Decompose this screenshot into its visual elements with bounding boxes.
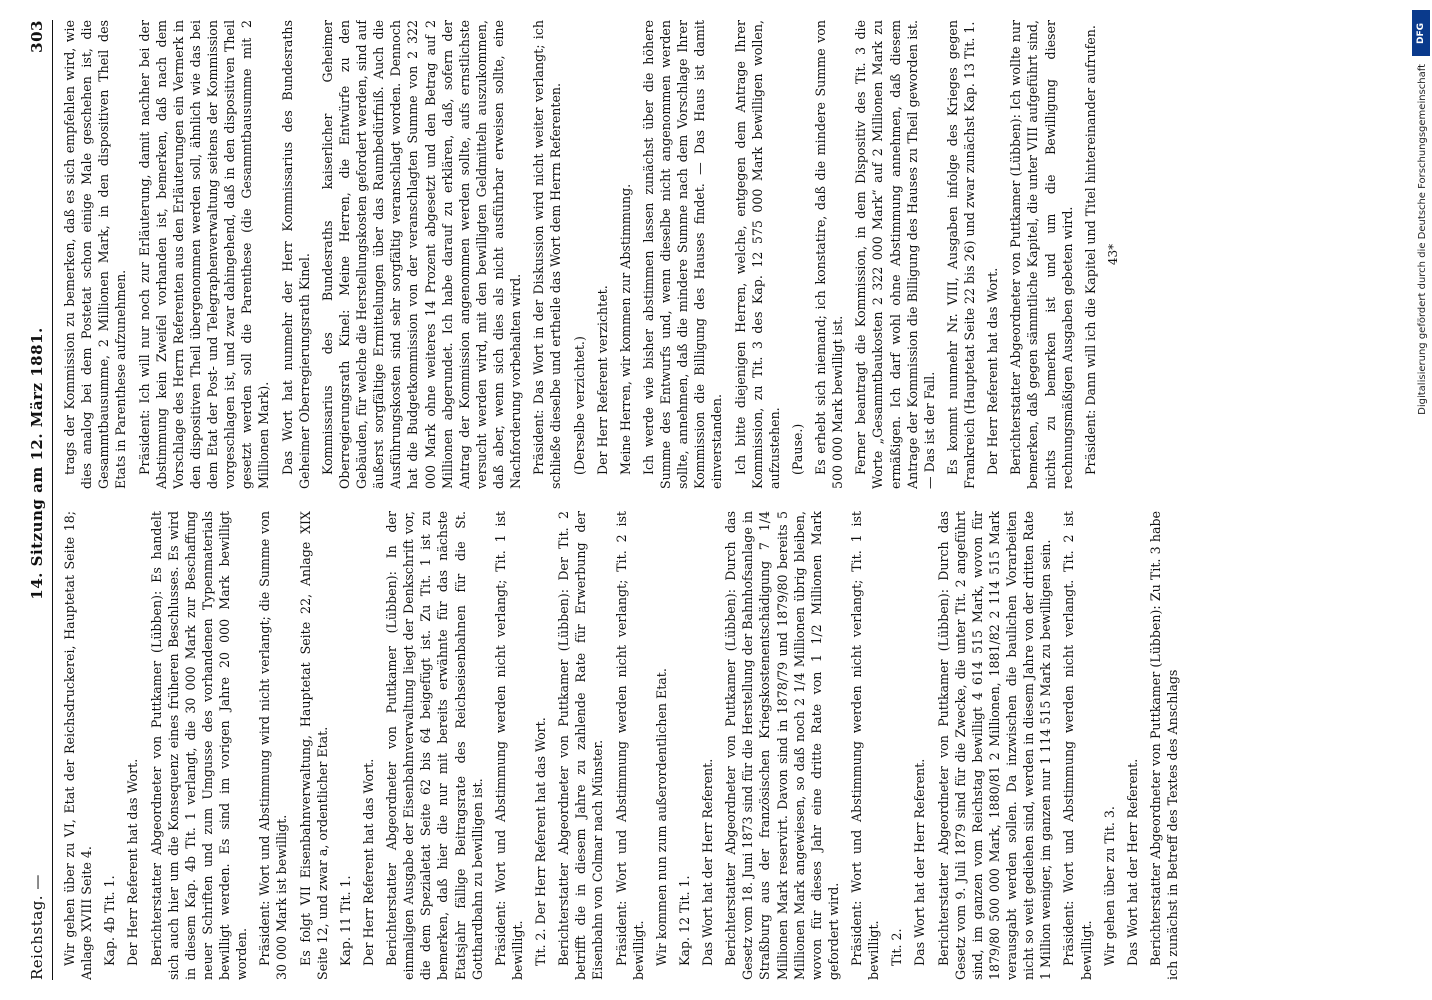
paragraph: Tit. 2. Der Herr Referent hat das Wort. [533, 717, 548, 966]
paragraph: Berichterstatter Abgeordneter von Puttkamer (Lübben): Durch das Gesetz vom 9. Juli 1879 sind für die Zwecke, die unter Tit. 2 angeführt sind, im ganzen vom Reichstag bewilligt 4 614 515 Mark, wovon für 1879/80 500 000 Mark, 1880/81 2 Millionen, 1881/82 2 114 515 Mark verausgabt werden sollen. Da inzwischen die baulichen Vorarbeiten nicht so weit gediehen sind, werden in diesem Jahre von der dritten Rate 1 Million weniger, im ganzen nur 1 114 515 Mark zu bewilligen sein. [935, 511, 1054, 980]
paragraph: Wir gehen über zu VI, Etat der Reichsdruckerei, Hauptetat Seite 18; Anlage XVIII Seite 4. [62, 511, 95, 980]
paragraph: Berichterstatter Abgeordneter von Puttkamer (Lübben): Der Tit. 2 betrifft die in diesem Jahre zu zahlende Rate für Erwerbung der Eisenbahn von Colmar nach Münster. [556, 511, 606, 980]
paragraph: Berichterstatter Abgeordneter von Puttkamer (Lübben): In der einmaligen Ausgabe der Eisenbahnverwaltung liegt der Denkschrift vor, die dem Spezialetat Seite 62 bis 64 beigefügt ist. Zu Tit. 1 ist zu bemerken, daß hier die nur mit bereits erwähnte für das nächste Etatsjahr fällige Beitragsrate des Reichseisenbahnen für die St. Gotthardbahn zu bewilligen ist. [384, 511, 485, 980]
signature-mark: 43* [1105, 243, 1120, 266]
paragraph: Präsident: Ich will nur noch zur Erläuterung, damit nachher bei der Abstimmung kein Zweifel vorhanden ist, bemerken, daß nach dem Vorschlage des Herrn Referenten aus den Erläuterungen ein Vermerk in den dispositiven Theil übergenommen werden soll, ähnlich wie das bei dem Etat der Post- und Telegraphenverwaltung seitens der Kommission vorgeschlagen ist, und zwar dahingehend, daß in den dispositiven Theil gesetzt werden soll die Parenthese (die Gesammtbausumme mit 2 Millionen Mark). [136, 20, 272, 489]
paragraph: Berichterstatter Abgeordneter von Puttkamer (Lübben): Es handelt sich auch hier um die Konsequenz eines früheren Beschlusses. Es wird in diesem Kap. 4b Tit. 1 verlangt, die 30 000 Mark zur Beschaffung neuer Schriften und zum Umgusse des vorhandenen Typenmaterials bewilligt werden. Es sind im vorigen Jahre 20 000 Mark bewilligt worden. [148, 511, 250, 980]
paragraph: Wir gehen über zu Tit. 3. [1101, 806, 1117, 966]
text-columns [61, 20, 1316, 980]
left-column [61, 511, 1316, 980]
paragraph: Ferner beantragt die Kommission, in dem Dispositiv des Tit. 3 die Worte „Gesammtbaukosten 2 322 000 Mark“ auf 2 Millionen Mark zu ermäßigen. Ich darf wohl ohne Abstimmung annehmen, daß diesem Antrage der Kommission die Billigung des Hauses zu Theil geworden ist. — Das ist der Fall. [853, 20, 937, 489]
paragraph: Es folgt VII Eisenbahnverwaltung, Hauptetat Seite 22, Anlage XIX Seite 12, und zwar a, ordentlicher Etat. [297, 511, 330, 980]
paragraph: Berichterstatter Abgeordneter von Puttkamer (Lübben): Ich wollte nur bemerken, daß gegen sämmtliche Kapitel, die unter VIII aufgeführt sind, nichts zu bemerken ist und um die Bewilligung dieser rechnungsmäßigen Ausgaben gebeten wird. [1008, 20, 1075, 489]
paragraph: Meine Herren, wir kommen zur Abstimmung. [617, 183, 633, 475]
header-left: Reichstag. — [28, 874, 46, 980]
paragraph: Der Herr Referent hat das Wort. [985, 267, 1001, 475]
paragraph: Präsident: Wort und Abstimmung wird nicht verlangt; die Summe von 30 000 Mark ist bewilligt. [257, 511, 290, 980]
paragraph: Kap. 12 Tit. 1. [676, 875, 692, 966]
paragraph: Berichterstatter Abgeordneter von Puttkamer (Lübben): Durch das Gesetz vom 18. Juni 1873 sind für die Herstellung der Bahnhofsanlage in Straßburg aus der französischen Kriegskostenentschädigung 7 1/4 Millionen Mark reservirt. Davon sind in 1878/79 und 1879/80 bereits 5 Millionen Mark angewiesen, so daß noch 2 1/4 Millionen übrig bleiben, wovon für dieses Jahr eine dritte Rate von 1 1/2 Millionen Mark gefordert wird. [723, 511, 841, 980]
paragraph: Berichterstatter Abgeordneter von Puttkamer (Lübben): Zu Tit. 3 habe ich zunächst in Betreff des Textes des Anschlags [1147, 511, 1180, 980]
paragraph: Kommissarius des Bundesraths kaiserlicher Geheimer Oberregierungsrath Kinel: Meine Herren, die Entwürfe zu den Gebäuden, für welche die Herstellungskosten gefordert werden, sind auf äußerst sorgfältige Ermittelungen über das Raumbedürfniß. Auch die Ausführungskosten sind sehr sorgfältig veranschlagt worden. Dennoch hat die Budgetkommission von der veranschlagten Summe von 2 322 000 Mark ohne weiteres 14 Prozent abgesetzt und den Betrag auf 2 Millionen abgerundet. Ich habe darauf zu erklären, daß, sofern der Antrag der Kommission angenommen werden sollte, aufs ernstlichste versucht werden wird, mit den bewilligten Geldmitteln auszukommen, daß aber, wenn sich dies als nicht ausführbar erweisen sollte, eine Nachforderung vorbehalten wird. [319, 20, 524, 489]
dfg-logo: DFG [1412, 10, 1430, 56]
dfg-sidebar [1408, 0, 1432, 1000]
paragraph: Präsident: Dann will ich die Kapitel und Titel hintereinander aufrufen. [1082, 25, 1098, 475]
paragraph: Kap. 4b Tit. 1. [102, 875, 118, 966]
paragraph: Präsident: Wort und Abstimmung werden nicht verlangt; Tit. 1 ist bewilligt. [849, 511, 882, 980]
paragraph: Es erhebt sich niemand; ich konstatire, daß die mindere Summe von 500 000 Mark bewilligt ist. [813, 20, 846, 489]
paragraph: Tit. 2. [889, 928, 905, 966]
paragraph: Das Wort hat der Herr Referent. [912, 758, 928, 966]
paragraph: (Derselbe verzichtet.) [571, 336, 587, 475]
paragraph: Das Wort hat der Herr Referent. [1124, 758, 1140, 966]
paragraph: Kap. 11 Tit. 1. [337, 875, 353, 966]
paragraph: trags der Kommission zu bemerken, daß es sich empfehlen wird, wie dies analog bei dem Postetat schon einige Male geschehen ist, die Gesammtbausumme, 2 Millionen Mark, in den dispositiven Theil des Etats in Parenthese aufzunehmen. [62, 20, 129, 489]
right-column [61, 20, 1316, 489]
paragraph: Das Wort hat der Herr Referent. [700, 758, 715, 966]
paragraph: Ich werde wie bisher abstimmen lassen zunächst über die höhere Summe des Entwurfs und, wenn dieselbe nicht angenommen werden sollte, annehmen, daß die mindere Summe nach dem Vorschlage Ihrer Kommission die Billigung des Hauses findet. — Das Haus ist damit einverstanden. [640, 20, 725, 489]
dfg-credit: Digitalisierung gefördert durch die Deutsche Forschungsgemeinschaft [1417, 64, 1428, 415]
paragraph: Präsident: Wort und Abstimmung werden nicht verlangt. Tit. 2 ist bewilligt. [1061, 511, 1094, 980]
paragraph: Es kommt nunmehr Nr. VIII, Ausgaben infolge des Krieges gegen Frankreich (Hauptetat Seite 22 bis 26) und zwar zunächst Kap. 13 Tit. 1. [944, 20, 977, 489]
paragraph: Ich bitte diejenigen Herren, welche, entgegen dem Antrage Ihrer Kommission, zu Tit. 3 des Kap. 12 575 000 Mark bewilligen wollen, aufzustehen. [732, 20, 782, 489]
paragraph: Präsident: Wort und Abstimmung werden nicht verlangt; Tit. 2 ist bewilligt. [613, 511, 646, 980]
paragraph: Wir kommen nun zum außerordentlichen Etat. [653, 668, 669, 966]
paragraph: Präsident: Das Wort in der Diskussion wird nicht weiter verlangt; ich schließe dieselbe und ertheile das Wort dem Herrn Referenten. [531, 20, 564, 489]
paragraph: Präsident: Wort und Abstimmung werden nicht verlangt; Tit. 1 ist bewilligt. [492, 511, 525, 980]
header-title: 14. Sitzung am 12. März 1881. [28, 327, 46, 600]
paragraph: Der Herr Referent hat das Wort. [125, 758, 141, 966]
page-number: 303 [28, 20, 46, 53]
paragraph: Das Wort hat nunmehr der Herr Kommissarius des Bundesraths Geheimer Oberregierungsrath Kinel. [279, 20, 312, 489]
paragraph: Der Herr Referent verzichtet. [594, 285, 610, 475]
paragraph: Der Herr Referent hat das Wort. [360, 758, 376, 966]
paragraph: (Pause.) [789, 423, 805, 475]
running-head [28, 20, 53, 980]
